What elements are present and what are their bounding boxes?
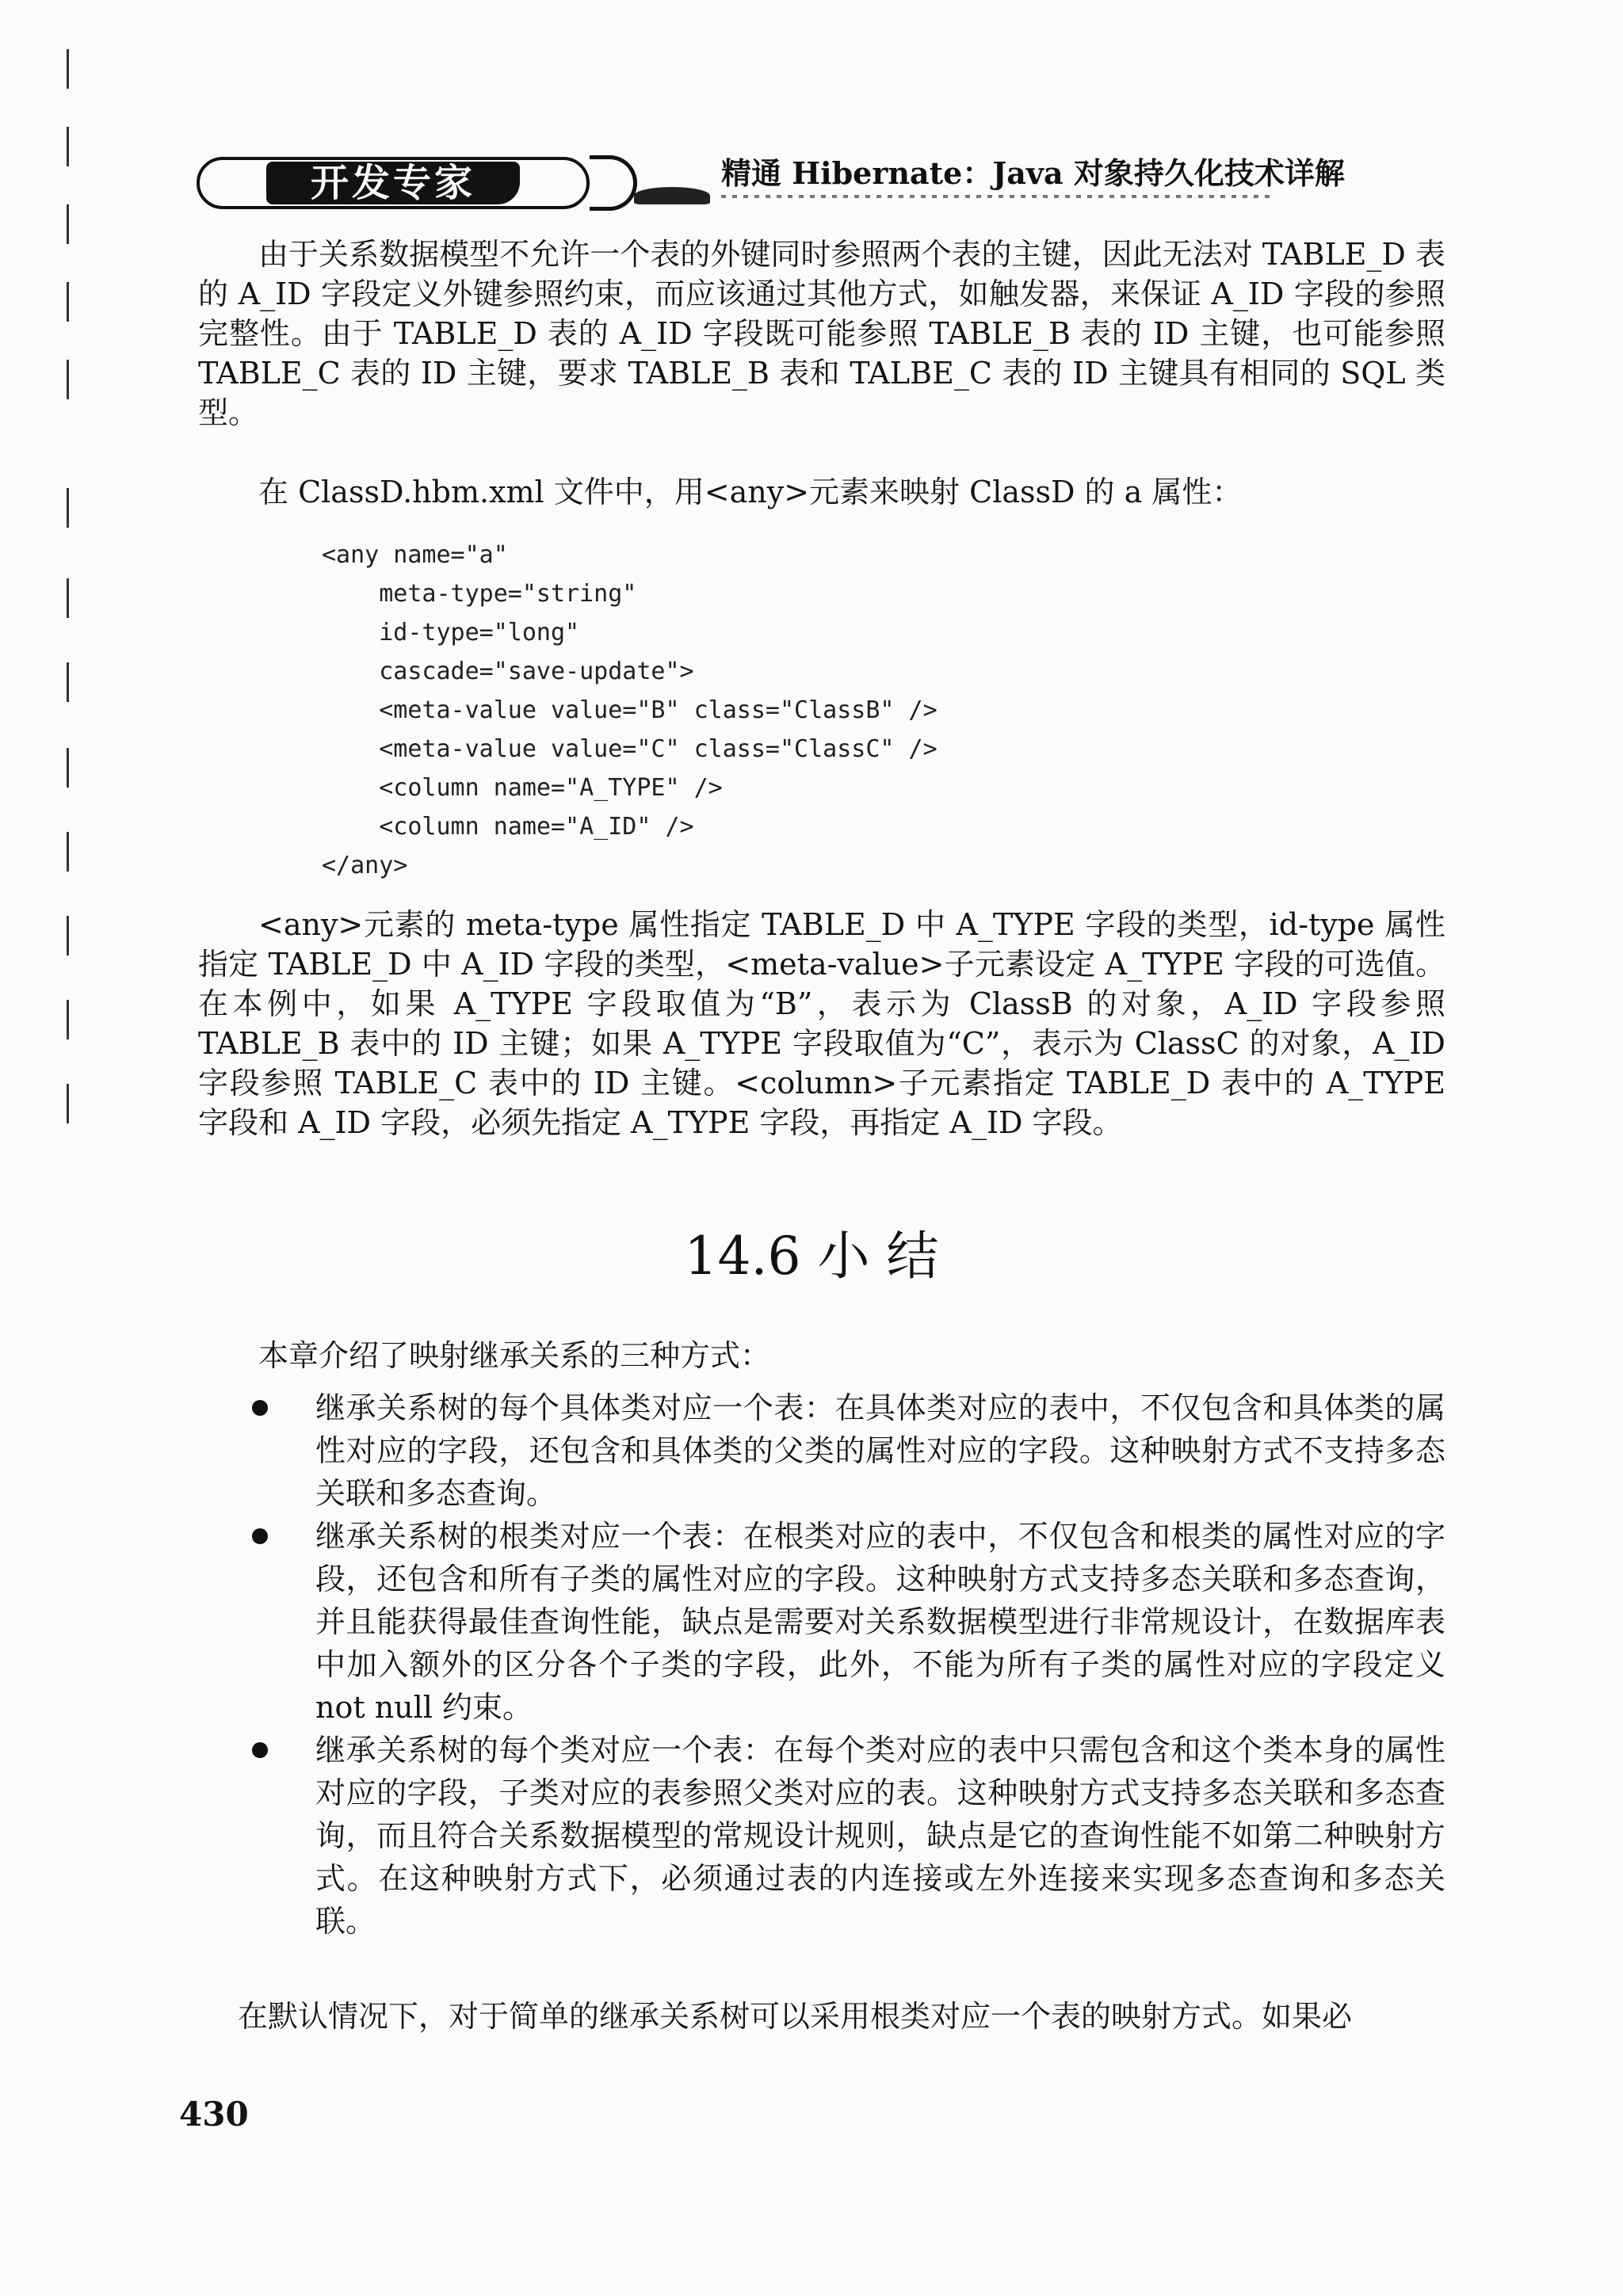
page-number: 430: [179, 2095, 249, 2134]
margin-tick: [67, 916, 69, 955]
list-item: [238, 1515, 1445, 1729]
summary-bullet-list: [238, 1386, 1445, 1943]
list-item: [238, 1386, 1445, 1515]
margin-tick: [67, 204, 69, 244]
margin-tick: [67, 282, 69, 322]
margin-tick: [67, 832, 69, 871]
margin-tick: [67, 127, 69, 166]
code-line: <any name="a": [322, 541, 508, 569]
margin-tick: [67, 662, 69, 702]
series-logo: [197, 157, 590, 209]
closing-paragraph: 在默认情况下，对于简单的继承关系树可以采用根类对应一个表的映射方式。如果必: [238, 1999, 1353, 2034]
code-line: <meta-value value="C" class="ClassC" />: [322, 735, 938, 763]
margin-tick: [67, 748, 69, 788]
bullet-text: 继承关系树的每个类对应一个表：在每个类对应的表中只需包含和这个类本身的属性对应的字段，子类对应的表参照父类对应的表。这种映射方式支持多态关联和多态查询，而且符合关系数据模型的常规设计规则，缺点是它的查询性能不如第二种映射方式。在这种映射方式下，必须通过表的内连接或左外连接来实现多态查询和多态关联。: [315, 1733, 1445, 1939]
logo-brush-icon: [634, 187, 710, 204]
bullet-icon: [252, 1528, 268, 1544]
series-logo-text: 开发专家: [266, 162, 520, 204]
code-block-any-mapping: [322, 536, 938, 885]
paragraph-any-element-intro: 在 ClassD.hbm.xml 文件中，用<any>元素来映射 ClassD 的 a 属性：: [258, 475, 1243, 509]
bullet-text: 继承关系树的每个具体类对应一个表：在具体类对应的表中，不仅包含和具体类的属性对应的字段，还包含和具体类的父类的属性对应的字段。这种映射方式不支持多态关联和多态查询。: [315, 1390, 1445, 1511]
running-header-title: 精通 Hibernate：Java 对象持久化技术详解: [721, 155, 1345, 191]
margin-tick: [67, 49, 69, 89]
bullet-text: 继承关系树的根类对应一个表：在根类对应的表中，不仅包含和根类的属性对应的字段，还包含和所有子类的属性对应的字段。这种映射方式支持多态关联和多态查询，并且能获得最佳查询性能，缺点是需要对关系数据模型进行非常规设计，在数据库表中加入额外的区分各个子类的字段，此外，不能为所有子类的属性对应的字段定义 not null 约束。: [315, 1519, 1445, 1725]
paragraph-foreign-key: 由于关系数据模型不允许一个表的外键同时参照两个表的主键，因此无法对 TABLE_D 表的 A_ID 字段定义外键参照约束，而应该通过其他方式，如触发器，来保证 A_ID 字段的参照完整性。由于 TABLE_D 表的 A_ID 字段既可能参照 TABLE_B 表的 ID 主键，也可能参照 TABLE_C 表的 ID 主键，要求 TABLE_B 表和 TALBE_C 表的 ID 主键具有相同的 SQL 类型。: [198, 237, 1445, 430]
code-line: <column name="A_TYPE" />: [322, 774, 723, 802]
code-line: </any>: [322, 852, 408, 879]
margin-tick: [67, 578, 69, 618]
list-item: [238, 1729, 1445, 1943]
logo-swirl-icon: [590, 155, 637, 211]
code-line: meta-type="string": [322, 580, 637, 608]
margin-tick: [67, 360, 69, 399]
code-line: cascade="save-update">: [322, 658, 694, 685]
margin-tick: [67, 488, 69, 528]
bullet-icon: [252, 1742, 268, 1758]
section-title: 14.6 小 结: [684, 1226, 939, 1287]
summary-intro: 本章介绍了映射继承关系的三种方式：: [258, 1338, 771, 1373]
header-rule: [721, 195, 1276, 198]
code-line: <meta-value value="B" class="ClassB" />: [322, 696, 938, 724]
paragraph-any-explanation: <any>元素的 meta-type 属性指定 TABLE_D 中 A_TYPE 字段的类型，id-type 属性指定 TABLE_D 中 A_ID 字段的类型，<meta-value>子元素设定 A_TYPE 字段的可选值。在本例中，如果 A_TYPE 字段取值为“B”，表示为 ClassB 的对象，A_ID 字段参照 TABLE_B 表中的 ID 主键；如果 A_TYPE 字段取值为“C”，表示为 ClassC 的对象，A_ID 字段参照 TABLE_C 表中的 ID 主键。<column>子元素指定 TABLE_D 表中的 A_TYPE 字段和 A_ID 字段，必须先指定 A_TYPE 字段，再指定 A_ID 字段。: [198, 907, 1445, 1140]
bullet-icon: [252, 1400, 268, 1416]
code-line: id-type="long": [322, 619, 580, 646]
margin-tick: [67, 1000, 69, 1039]
code-line: <column name="A_ID" />: [322, 813, 694, 841]
margin-tick: [67, 1084, 69, 1123]
